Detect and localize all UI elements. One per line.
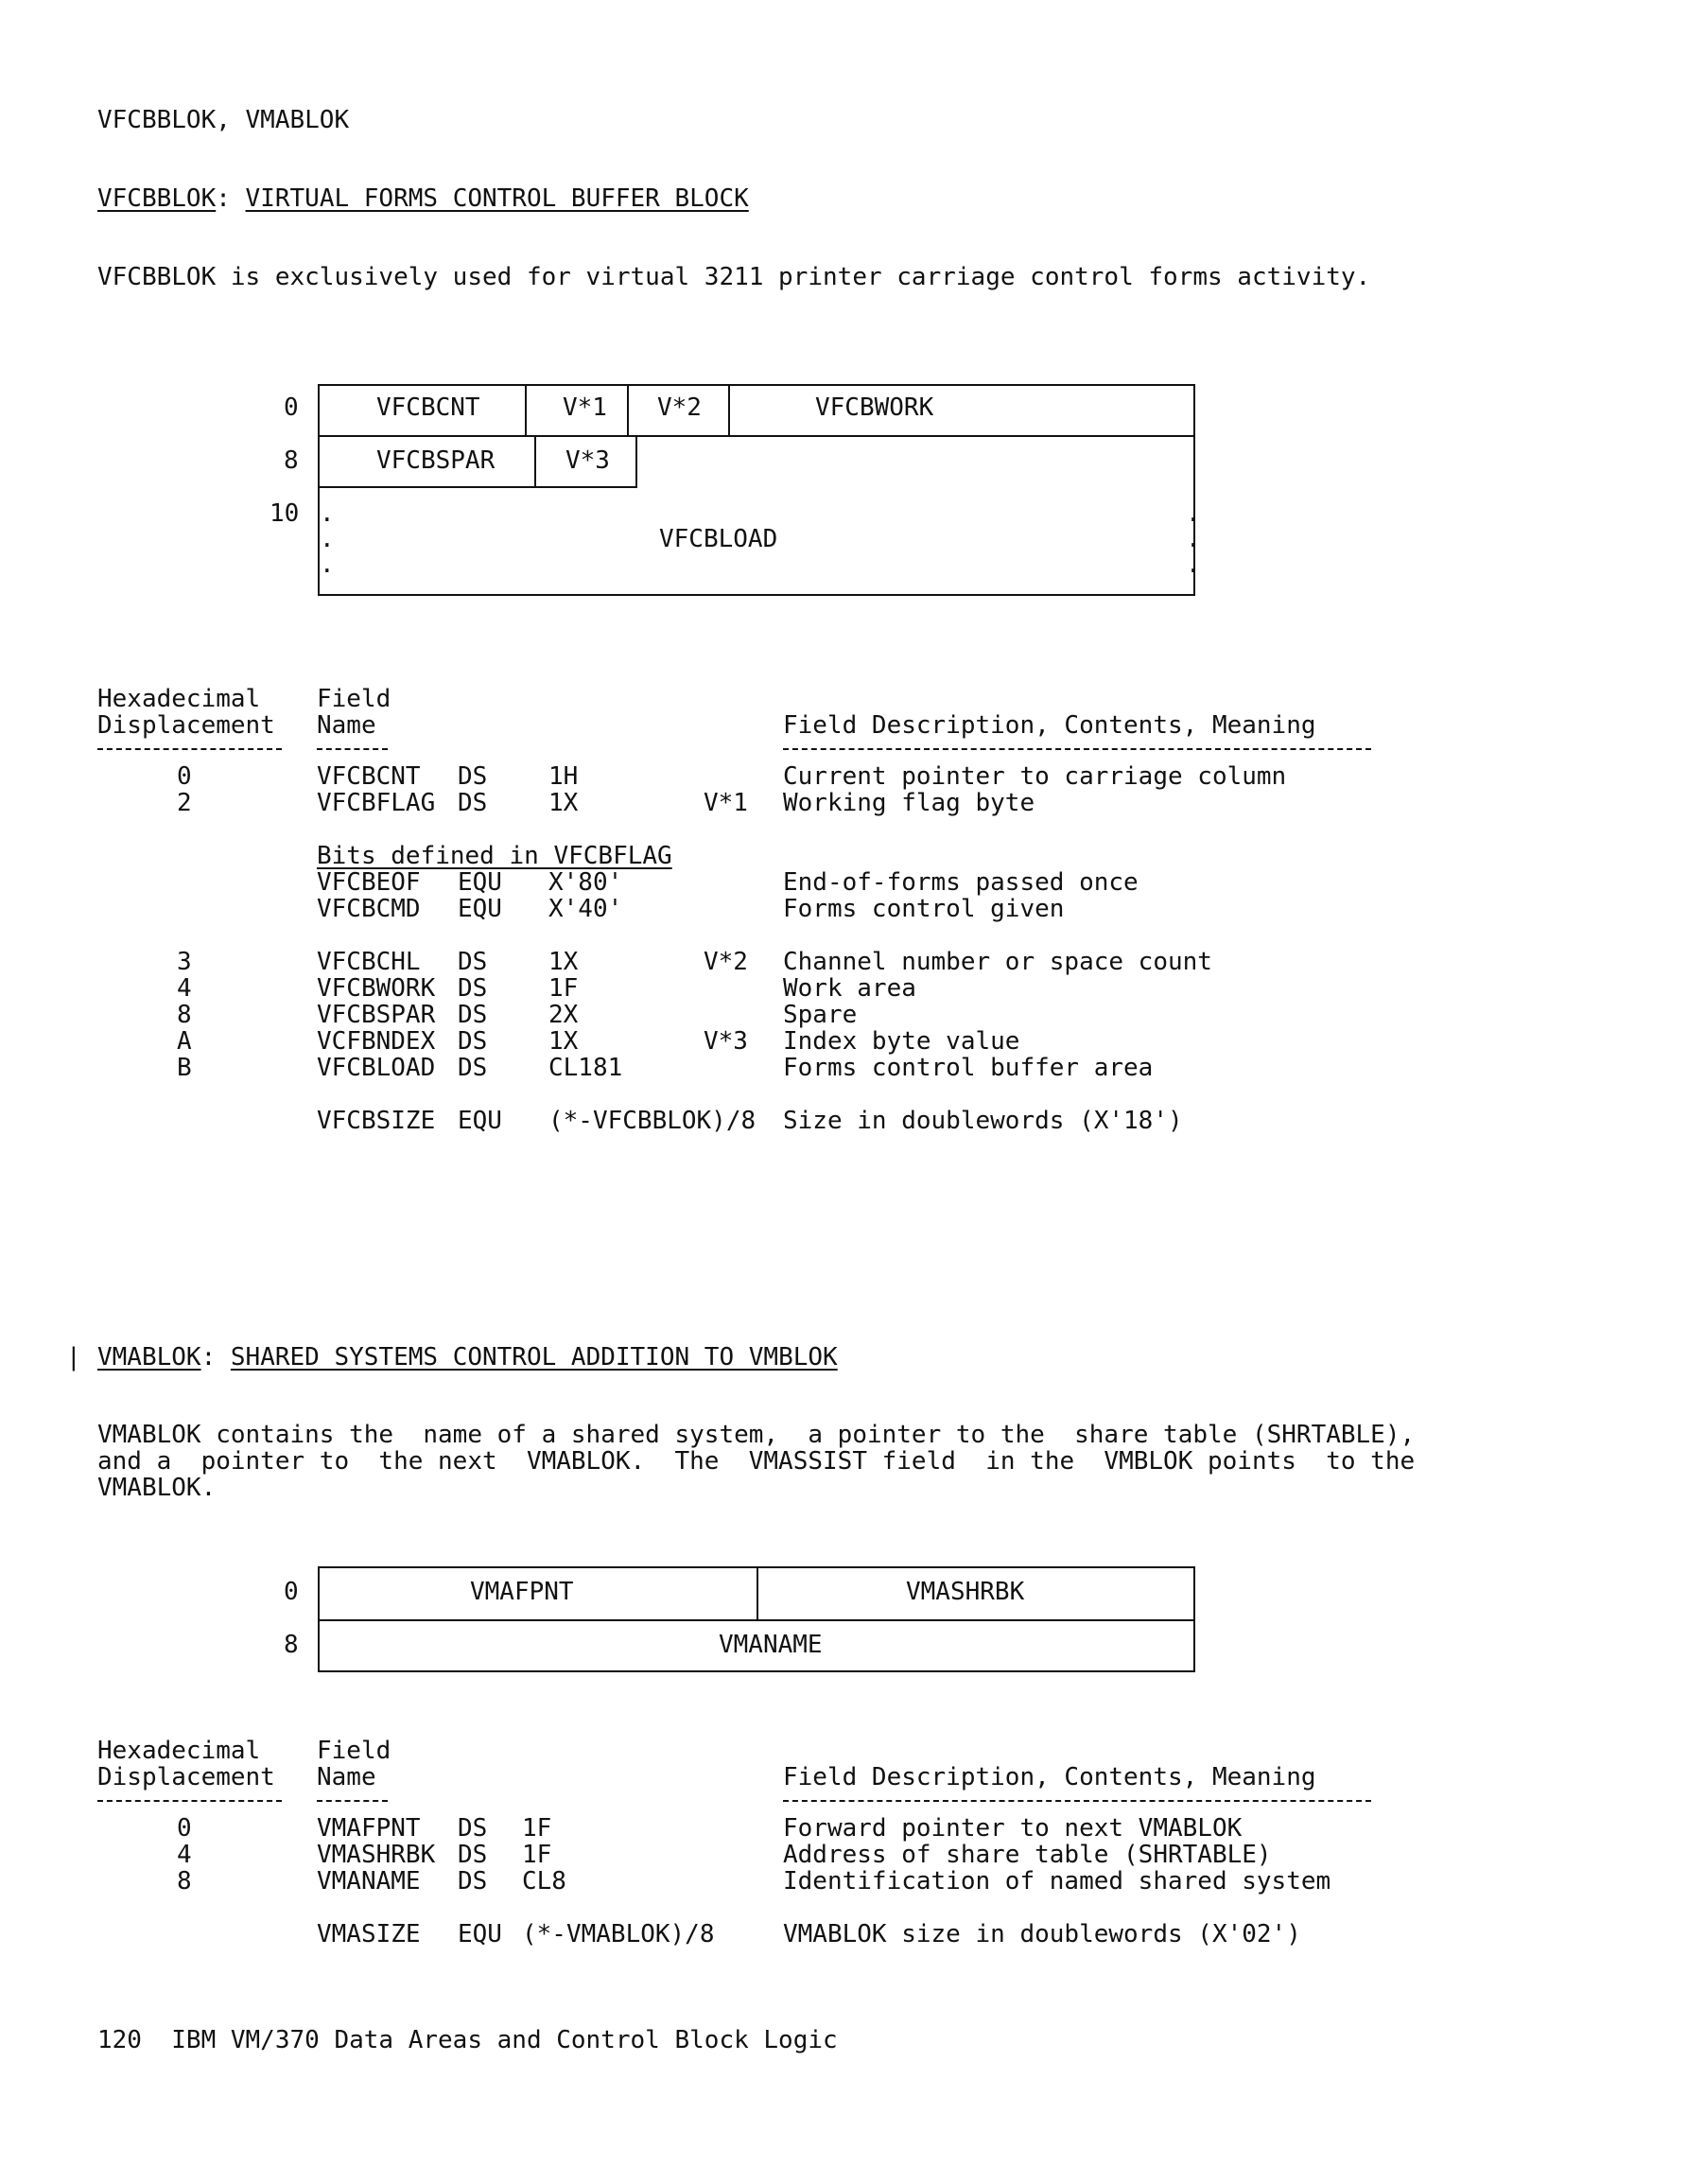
hdr-field1: Field bbox=[317, 685, 391, 713]
cell-name: VFCBSPAR bbox=[317, 1001, 436, 1029]
hdr-desc: Field Description, Contents, Meaning bbox=[783, 1763, 1316, 1791]
hdr-field1: Field bbox=[317, 1737, 391, 1765]
cell-name: VFCBCHL bbox=[317, 948, 421, 976]
field-vfcbcnt: VFCBCNT bbox=[376, 393, 480, 422]
row-divider bbox=[318, 1619, 1195, 1621]
cell-ref: V*2 bbox=[704, 948, 748, 976]
offset-10: 10 bbox=[270, 499, 300, 528]
continuation-dot: . bbox=[1186, 525, 1201, 553]
cell-desc: Address of share table (SHRTABLE) bbox=[783, 1841, 1272, 1869]
hdr-disp2: Displacement bbox=[97, 711, 275, 740]
cell-disp: 4 bbox=[177, 1841, 192, 1869]
hdr-rule bbox=[317, 1800, 388, 1802]
cell-op: DS bbox=[458, 1001, 488, 1029]
cell-val: 1X bbox=[548, 1027, 579, 1056]
hdr-rule bbox=[317, 748, 388, 750]
title-rest: SHARED SYSTEMS CONTROL ADDITION TO VMBLOK bbox=[230, 1343, 838, 1372]
cell-divider bbox=[627, 384, 629, 435]
hdr-disp2: Displacement bbox=[97, 1763, 275, 1791]
field-v3: V*3 bbox=[565, 446, 610, 475]
cell-desc: Working flag byte bbox=[783, 789, 1035, 817]
continuation-dot: . bbox=[320, 550, 335, 579]
continuation-dot: . bbox=[320, 525, 335, 553]
cell-disp: 4 bbox=[177, 974, 192, 1003]
cell-op: DS bbox=[458, 948, 488, 976]
cell-ref: V*3 bbox=[704, 1027, 748, 1056]
continuation-dot: . bbox=[1186, 550, 1201, 579]
cell-name: VFCBCNT bbox=[317, 762, 421, 791]
cell-val: 1X bbox=[548, 948, 579, 976]
cell-op: DS bbox=[458, 1814, 488, 1843]
vma-description-line: and a pointer to the next VMABLOK. The VMASSIST field in the VMBLOK points to the bbox=[97, 1447, 1416, 1476]
cell-desc: Spare bbox=[783, 1001, 858, 1029]
bits-title: Bits defined in VFCBFLAG bbox=[317, 842, 672, 870]
cell-desc: Forward pointer to next VMABLOK bbox=[783, 1814, 1243, 1843]
hdr-rule bbox=[97, 748, 282, 750]
hdr-rule bbox=[783, 748, 1371, 750]
cell-disp: 3 bbox=[177, 948, 192, 976]
cell-disp: 0 bbox=[177, 1814, 192, 1843]
hdr-disp1: Hexadecimal bbox=[97, 685, 261, 713]
cell-op: EQU bbox=[458, 1920, 502, 1948]
cell-disp: 8 bbox=[177, 1001, 192, 1029]
offset-0: 0 bbox=[284, 1578, 299, 1606]
cell-desc: Current pointer to carriage column bbox=[783, 762, 1287, 791]
field-vmaname: VMANAME bbox=[719, 1631, 823, 1659]
cell-name: VFCBCMD bbox=[317, 895, 421, 923]
hdr-rule bbox=[97, 1800, 282, 1802]
cell-name: VMASIZE bbox=[317, 1920, 421, 1948]
cell-name: VCFBNDEX bbox=[317, 1027, 436, 1056]
cell-val: (*-VMABLOK)/8 bbox=[522, 1920, 715, 1948]
cell-val: CL181 bbox=[548, 1054, 623, 1082]
field-vmashrbk: VMASHRBK bbox=[906, 1578, 1025, 1606]
cell-name: VFCBLOAD bbox=[317, 1054, 436, 1082]
cell-name: VMAFPNT bbox=[317, 1814, 421, 1843]
cell-val: 1H bbox=[548, 762, 579, 791]
field-vfcbspar: VFCBSPAR bbox=[376, 446, 496, 475]
cell-name: VMANAME bbox=[317, 1867, 421, 1896]
cell-val: CL8 bbox=[522, 1867, 566, 1896]
cell-op: DS bbox=[458, 974, 488, 1003]
hdr-desc: Field Description, Contents, Meaning bbox=[783, 711, 1316, 740]
change-bar: | bbox=[66, 1343, 81, 1372]
hdr-field2: Name bbox=[317, 711, 376, 740]
cell-disp: 2 bbox=[177, 789, 192, 817]
cell-name: VMASHRBK bbox=[317, 1841, 436, 1869]
cell-name: VFCBSIZE bbox=[317, 1107, 436, 1135]
title-name: VMABLOK bbox=[97, 1343, 201, 1372]
page-footer: 120 IBM VM/370 Data Areas and Control Block Logic bbox=[97, 2026, 838, 2054]
cell-val: 1F bbox=[548, 974, 579, 1003]
cell-desc: Index byte value bbox=[783, 1027, 1020, 1056]
offset-0: 0 bbox=[284, 393, 299, 422]
cell-divider bbox=[757, 1566, 758, 1619]
cell-desc: Forms control given bbox=[783, 895, 1065, 923]
cell-name: VFCBFLAG bbox=[317, 789, 436, 817]
vfcb-description: VFCBBLOK is exclusively used for virtual 3211 printer carriage control forms activity. bbox=[97, 263, 1371, 291]
page-header: VFCBBLOK, VMABLOK bbox=[97, 106, 350, 134]
cell-val: X'80' bbox=[548, 868, 623, 897]
hdr-disp1: Hexadecimal bbox=[97, 1737, 261, 1765]
cell-disp: 8 bbox=[177, 1867, 192, 1896]
continuation-dot: . bbox=[320, 499, 335, 528]
cell-val: 1F bbox=[522, 1841, 552, 1869]
cell-op: DS bbox=[458, 789, 488, 817]
cell-divider bbox=[525, 384, 527, 435]
continuation-dot: . bbox=[1186, 499, 1201, 528]
cell-val: 1F bbox=[522, 1814, 552, 1843]
cell-op: DS bbox=[458, 1867, 488, 1896]
field-vmafpnt: VMAFPNT bbox=[470, 1578, 574, 1606]
cell-desc: End-of-forms passed once bbox=[783, 868, 1139, 897]
field-v1: V*1 bbox=[563, 393, 607, 422]
cell-desc: Channel number or space count bbox=[783, 948, 1212, 976]
field-vfcbwork: VFCBWORK bbox=[815, 393, 934, 422]
cell-op: EQU bbox=[458, 868, 502, 897]
cell-desc: Identification of named shared system bbox=[783, 1867, 1331, 1896]
cell-disp: B bbox=[177, 1054, 192, 1082]
cell-val: X'40' bbox=[548, 895, 623, 923]
field-v2: V*2 bbox=[657, 393, 702, 422]
cell-val: 1X bbox=[548, 789, 579, 817]
cell-op: DS bbox=[458, 1027, 488, 1056]
section-title-vmablok: VMABLOK: SHARED SYSTEMS CONTROL ADDITION TO VMBLOK bbox=[97, 1343, 838, 1372]
cell-op: DS bbox=[458, 1841, 488, 1869]
cell-divider bbox=[728, 384, 730, 435]
cell-disp: A bbox=[177, 1027, 192, 1056]
cell-name: VFCBWORK bbox=[317, 974, 436, 1003]
cell-name: VFCBEOF bbox=[317, 868, 421, 897]
hdr-rule bbox=[783, 1800, 1371, 1802]
field-vfcbload: VFCBLOAD bbox=[659, 525, 778, 553]
cell-val: (*-VFCBBLOK)/8 bbox=[548, 1107, 757, 1135]
offset-8: 8 bbox=[284, 1631, 299, 1659]
row-divider bbox=[318, 435, 1195, 437]
title-rest: VIRTUAL FORMS CONTROL BUFFER BLOCK bbox=[245, 184, 749, 213]
cell-desc: Work area bbox=[783, 974, 916, 1003]
cell-ref: V*1 bbox=[704, 789, 748, 817]
cell-desc: Forms control buffer area bbox=[783, 1054, 1154, 1082]
hdr-field2: Name bbox=[317, 1763, 376, 1791]
cell-op: DS bbox=[458, 1054, 488, 1082]
cell-op: EQU bbox=[458, 895, 502, 923]
title-name: VFCBBLOK bbox=[97, 184, 217, 213]
cell-val: 2X bbox=[548, 1001, 579, 1029]
cell-op: DS bbox=[458, 762, 488, 791]
cell-op: EQU bbox=[458, 1107, 502, 1135]
cell-divider bbox=[534, 435, 536, 486]
offset-8: 8 bbox=[284, 446, 299, 475]
row-divider-short bbox=[318, 486, 637, 488]
vma-description-line: VMABLOK. bbox=[97, 1474, 217, 1502]
cell-divider bbox=[635, 435, 637, 486]
section-title-vfcbblok: VFCBBLOK: VIRTUAL FORMS CONTROL BUFFER BLOCK bbox=[97, 184, 749, 213]
vma-description-line: VMABLOK contains the name of a shared system, a pointer to the share table (SHRTABLE), bbox=[97, 1421, 1416, 1449]
cell-desc: VMABLOK size in doublewords (X'02') bbox=[783, 1920, 1301, 1948]
cell-disp: 0 bbox=[177, 762, 192, 791]
cell-desc: Size in doublewords (X'18') bbox=[783, 1107, 1183, 1135]
